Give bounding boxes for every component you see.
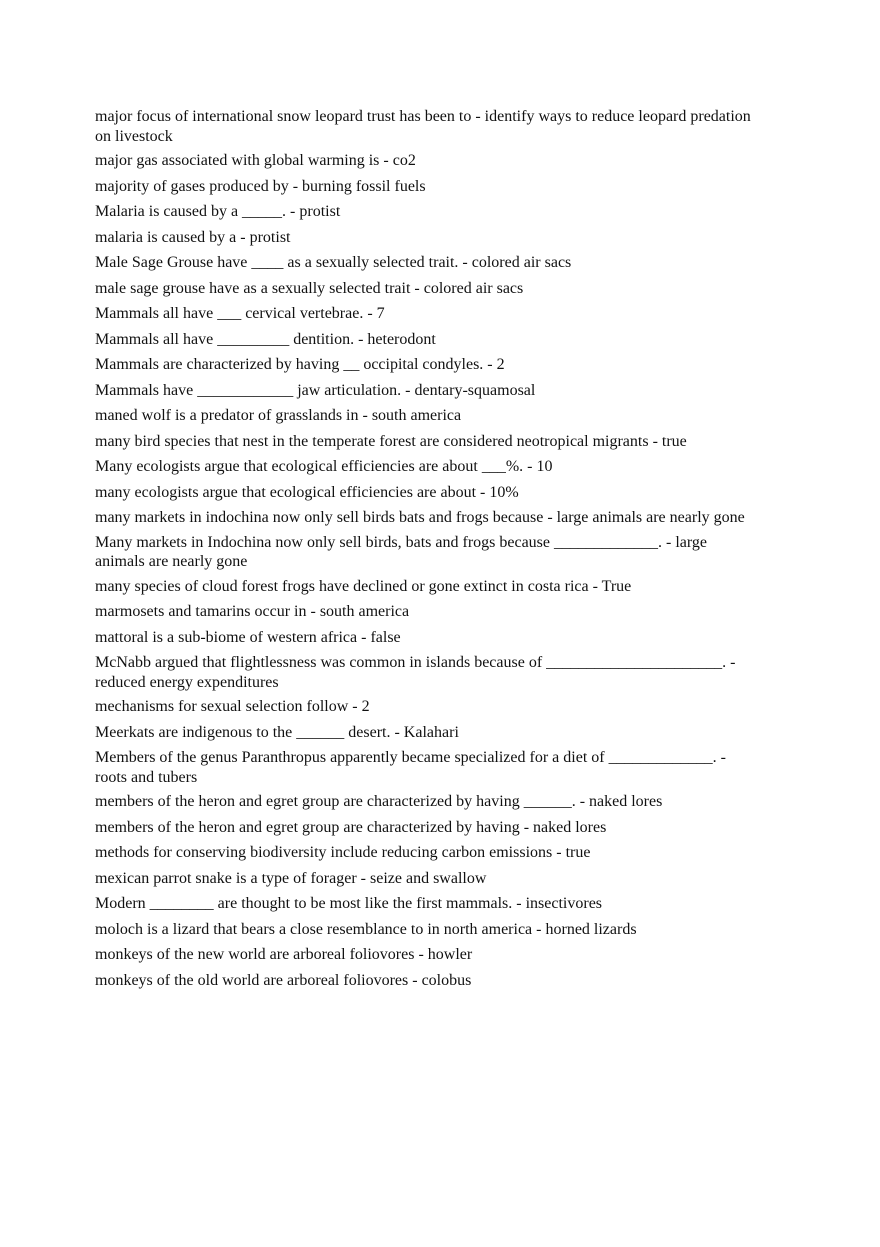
list-item: moloch is a lizard that bears a close resemblance to in north america - horned lizards bbox=[95, 920, 637, 938]
list-item: Mammals all have _________ dentition. - heterodont bbox=[95, 330, 436, 348]
list-item: major focus of international snow leopard trust has been to - identify ways to reduce leopard predation on livestock bbox=[95, 108, 751, 145]
list-item: many species of cloud forest frogs have declined or gone extinct in costa rica - True bbox=[95, 577, 632, 595]
list-item: Members of the genus Paranthropus apparently became specialized for a diet of _____________. - roots and tubers bbox=[95, 749, 726, 786]
list-item: Mammals all have ___ cervical vertebrae. - 7 bbox=[95, 305, 385, 322]
list-item: Mammals are characterized by having __ occipital condyles. - 2 bbox=[95, 356, 505, 373]
list-item: Meerkats are indigenous to the ______ desert. - Kalahari bbox=[95, 723, 459, 741]
list-item: Malaria is caused by a _____. - protist bbox=[95, 203, 341, 220]
list-item: many ecologists argue that ecological efficiencies are about - 10% bbox=[95, 483, 519, 501]
list-item: Modern ________ are thought to be most like the first mammals. - insectivores bbox=[95, 895, 603, 912]
list-item: maned wolf is a predator of grasslands in - south america bbox=[95, 407, 462, 424]
flashcard-list bbox=[95, 107, 755, 996]
list-item: mechanisms for sexual selection follow - 2 bbox=[95, 698, 370, 715]
list-item: Many ecologists argue that ecological efficiencies are about ___%. - 10 bbox=[95, 458, 553, 475]
list-item: mattoral is a sub-biome of western africa - false bbox=[95, 628, 401, 646]
list-item: many markets in indochina now only sell birds bats and frogs because - large animals are nearly gone bbox=[95, 509, 745, 526]
list-item: marmosets and tamarins occur in - south america bbox=[95, 603, 410, 620]
list-item: majority of gases produced by - burning fossil fuels bbox=[95, 177, 426, 195]
list-item: monkeys of the new world are arboreal foliovores - howler bbox=[95, 946, 473, 963]
list-item: members of the heron and egret group are characterized by having ______. - naked lores bbox=[95, 793, 663, 810]
list-item: malaria is caused by a - protist bbox=[95, 228, 291, 246]
list-item: major gas associated with global warming is - co2 bbox=[95, 152, 416, 169]
list-item: McNabb argued that flightlessness was common in islands because of ______________________. - reduced energy expenditures bbox=[95, 654, 736, 691]
list-item: Mammals have ____________ jaw articulation. - dentary-squamosal bbox=[95, 381, 536, 399]
list-item: Many markets in Indochina now only sell birds, bats and frogs because _____________. - large animals are nearly gone bbox=[95, 533, 708, 570]
list-item: methods for conserving biodiversity include reducing carbon emissions - true bbox=[95, 844, 591, 861]
list-item: mexican parrot snake is a type of forager - seize and swallow bbox=[95, 869, 487, 887]
list-item: Male Sage Grouse have ____ as a sexually selected trait. - colored air sacs bbox=[95, 254, 572, 271]
list-item: members of the heron and egret group are characterized by having - naked lores bbox=[95, 818, 607, 836]
list-item: male sage grouse have as a sexually selected trait - colored air sacs bbox=[95, 279, 524, 297]
list-item: many bird species that nest in the temperate forest are considered neotropical migrants - true bbox=[95, 432, 687, 450]
list-item: monkeys of the old world are arboreal foliovores - colobus bbox=[95, 971, 472, 989]
